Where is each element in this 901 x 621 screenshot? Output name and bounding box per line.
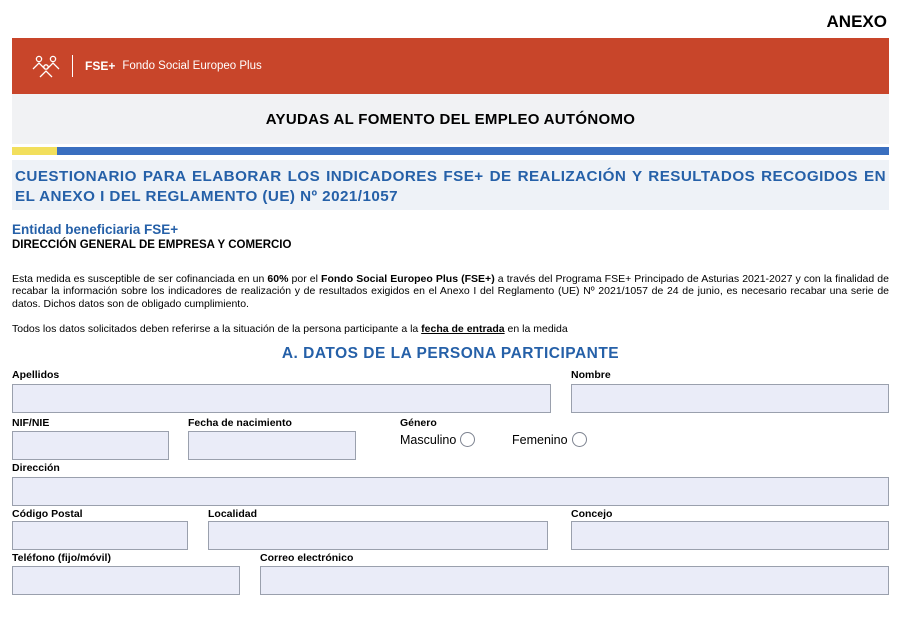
correo-label: Correo electrónico xyxy=(260,552,354,564)
intro-paragraph: Esta medida es susceptible de ser cofinanciada en un 60% por el Fondo Social Europeo Plus (FSE+) a través del Programa FSE+ Principado de Asturias 2021-2027 y con la finalidad de recabar la información sobre los indicadores de realización y de resultados exigidos en el Anexo I del Reglamento (UE) Nº 2021/1057 de 24 de junio, es necesario recabar una serie de datos. Dichos datos son de obligado cumplimiento. xyxy=(12,273,889,310)
entity-heading: Entidad beneficiaria FSE+ xyxy=(12,222,179,237)
yellow-stripe xyxy=(12,147,57,155)
codigo-postal-label: Código Postal xyxy=(12,508,83,520)
localidad-field[interactable] xyxy=(208,521,548,550)
nombre-label: Nombre xyxy=(571,369,611,381)
fse-brand: FSE+ xyxy=(85,59,116,73)
entity-name: DIRECCIÓN GENERAL DE EMPRESA Y COMERCIO xyxy=(12,239,292,251)
fse-full-name: Fondo Social Europeo Plus xyxy=(122,60,262,72)
correo-field[interactable] xyxy=(260,566,889,595)
genero-label: Género xyxy=(400,417,437,429)
direccion-label: Dirección xyxy=(12,462,60,474)
femenino-radio[interactable] xyxy=(572,432,587,447)
concejo-field[interactable] xyxy=(571,521,889,550)
intro-note: Todos los datos solicitados deben referirse a la situación de la persona participante a la fecha de entrada en la medida xyxy=(12,323,568,335)
questionnaire-title-box xyxy=(12,160,889,210)
fecha-nacimiento-label: Fecha de nacimiento xyxy=(188,417,292,429)
genero-femenino-option[interactable] xyxy=(512,432,587,447)
questionnaire-title: CUESTIONARIO PARA ELABORAR LOS INDICADORES FSE+ DE REALIZACIÓN Y RESULTADOS RECOGIDOS EN EL ANEXO I DEL REGLAMENTO (UE) Nº 2021/1057 xyxy=(15,168,886,205)
masculino-label: Masculino xyxy=(400,432,457,447)
page-title: AYUDAS AL FOMENTO DEL EMPLEO AUTÓNOMO xyxy=(12,94,889,144)
annex-label: ANEXO xyxy=(826,12,887,31)
telefono-label: Teléfono (fijo/móvil) xyxy=(12,552,111,564)
apellidos-field[interactable] xyxy=(12,384,551,413)
genero-masculino-option[interactable] xyxy=(400,432,475,447)
fecha-nacimiento-field[interactable] xyxy=(188,431,356,460)
telefono-field[interactable] xyxy=(12,566,240,595)
femenino-label: Femenino xyxy=(512,432,568,447)
people-group-icon xyxy=(30,54,62,78)
banner-divider xyxy=(72,55,73,77)
direccion-field[interactable] xyxy=(12,477,889,506)
localidad-label: Localidad xyxy=(208,508,258,520)
section-a-title: A. DATOS DE LA PERSONA PARTICIPANTE xyxy=(281,345,620,362)
blue-stripe xyxy=(57,147,889,155)
concejo-label: Concejo xyxy=(571,508,613,520)
fse-banner xyxy=(12,38,889,94)
apellidos-label: Apellidos xyxy=(12,369,60,381)
nombre-field[interactable] xyxy=(571,384,889,413)
codigo-postal-field[interactable] xyxy=(12,521,188,550)
masculino-radio[interactable] xyxy=(460,432,475,447)
nif-field[interactable] xyxy=(12,431,169,460)
nif-label: NIF/NIE xyxy=(12,417,50,429)
